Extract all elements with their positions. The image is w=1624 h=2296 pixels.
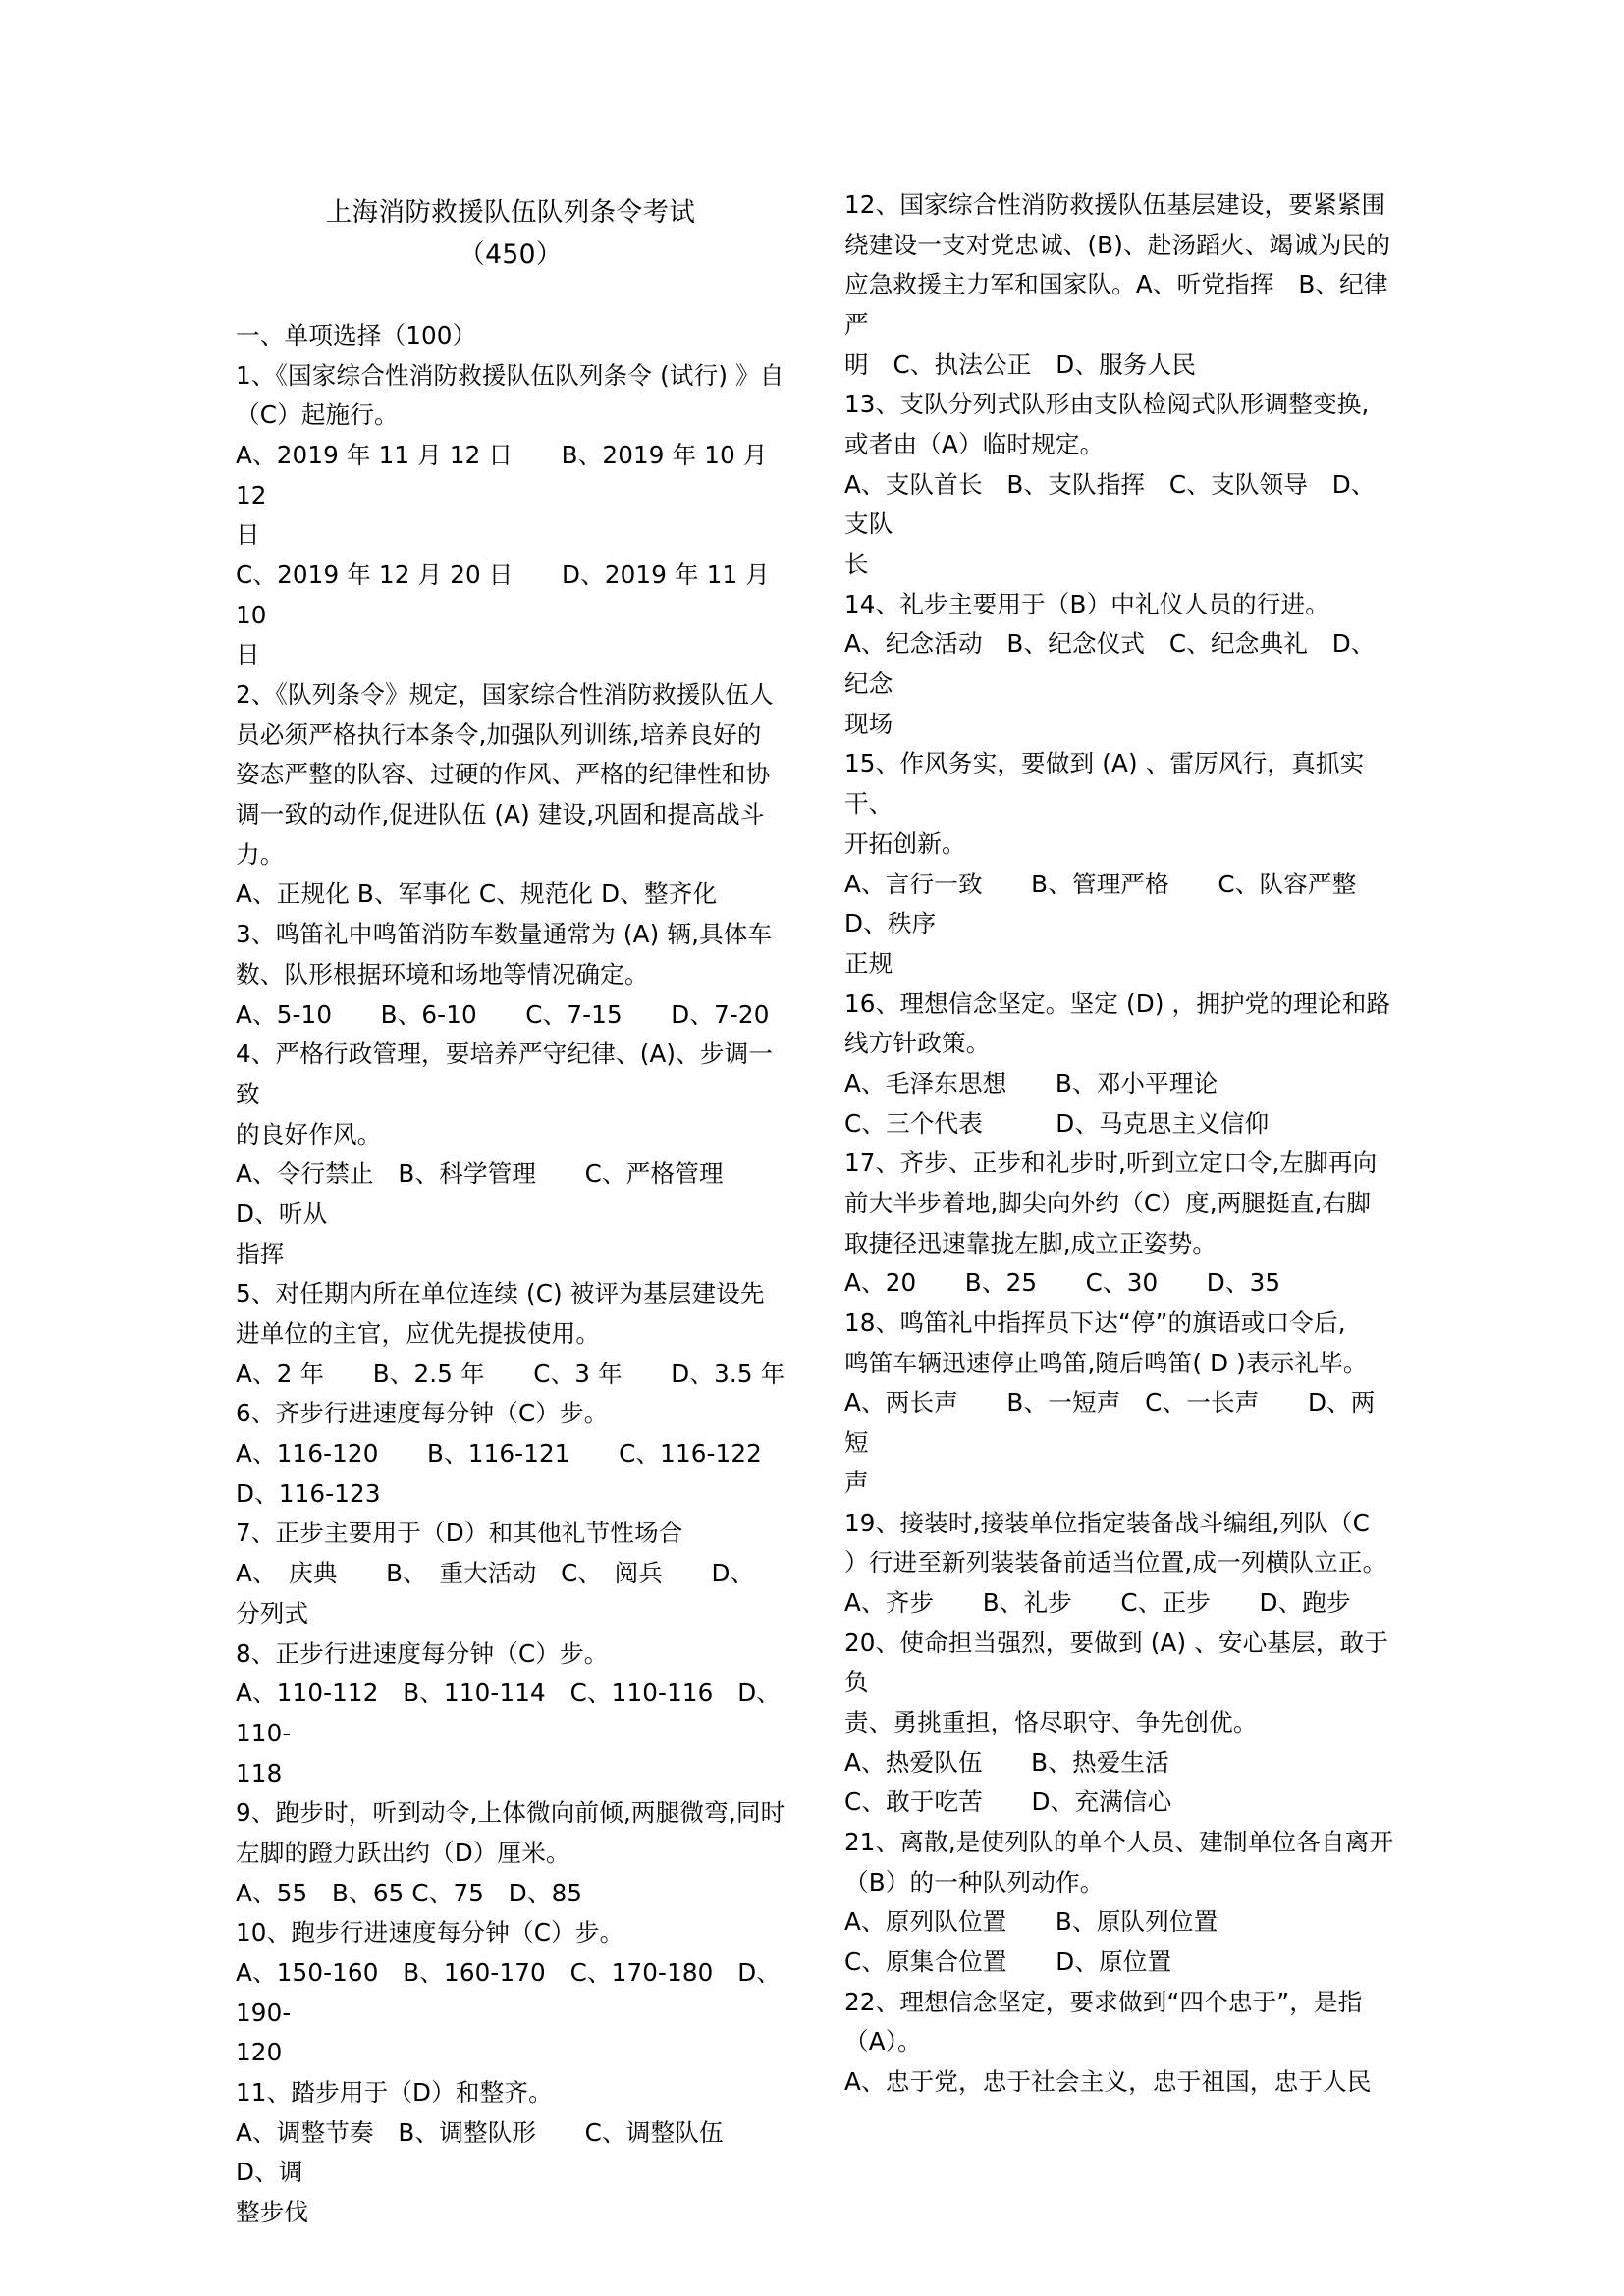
text-line: A、5-10 B、6-10 C、7-15 D、7-20: [236, 999, 770, 1029]
text-line: A、支队首长 B、支队指挥 C、支队领导 D、支队: [844, 469, 1376, 539]
text-line: 7、正步主要用于（D）和其他礼节性场合: [236, 1519, 683, 1548]
text-line: A、2019 年 11 月 12 日 B、2019 年 10 月 12: [236, 440, 776, 509]
text-line: 4、严格行政管理，要培养严守纪律、(A)、步调一致: [236, 1040, 774, 1108]
text-line: 14、礼步主要用于（B）中礼仪人员的行进。: [844, 589, 1330, 618]
text-line: 15、作风务实，要做到 (A) 、雷厉风行，真抓实干、: [844, 749, 1365, 819]
text-line: 12、国家综合性消防救援队伍基层建设，要紧紧围: [844, 189, 1386, 219]
page-subtitle: （450）: [459, 239, 563, 270]
text-line: 姿态严整的队容、过硬的作风、严格的纪律性和协: [236, 760, 771, 789]
text-line: A、调整节奏 B、调整队形 C、调整队伍 D、调: [236, 2117, 773, 2187]
text-line: 明 C、执法公正 D、服务人民: [844, 349, 1197, 379]
text-line: 应急救援主力军和国家队。A、听党指挥 B、纪律严: [844, 270, 1388, 339]
text-line: 120: [236, 2038, 283, 2067]
text-line: 1、《国家综合性消防救援队伍队列条令 (试行) 》自: [236, 360, 785, 390]
text-line: 员必须严格执行本条令,加强队列训练,培养良好的: [236, 720, 762, 749]
text-line: 鸣笛车辆迅速停止鸣笛,随后鸣笛( D )表示礼毕。: [844, 1348, 1368, 1377]
text-line: 5、对任期内所在单位连续 (C) 被评为基层建设先: [236, 1279, 765, 1308]
text-line: C、2019 年 12 月 20 日 D、2019 年 11 月 10: [236, 560, 778, 629]
text-line: 线方针政策。: [844, 1029, 991, 1058]
text-line: 声: [844, 1468, 869, 1497]
text-line: 进单位的主官，应优先提拔使用。: [236, 1319, 601, 1349]
text-line: 正规: [844, 948, 893, 978]
text-line: 日: [236, 640, 260, 669]
text-line: 22、理想信念坚定，要求做到“四个忠于”，是指: [844, 1987, 1363, 2016]
text-line: A、150-160 B、160-170 C、170-180 D、190-: [236, 1958, 782, 2027]
text-line: 长: [844, 550, 869, 579]
text-line: 9、跑步时，听到动令,上体微向前倾,两腿微弯,同时: [236, 1798, 785, 1828]
text-line: A、毛泽东思想 B、邓小平理论: [844, 1068, 1218, 1097]
text-line: 6、齐步行进速度每分钟（C）步。: [236, 1399, 609, 1428]
text-line: 的良好作风。: [236, 1119, 382, 1148]
text-line: 调一致的动作,促进队伍 (A) 建设,巩固和提高战斗: [236, 800, 765, 829]
text-line: A、正规化 B、军事化 C、规范化 D、整齐化: [236, 880, 718, 909]
section-heading-single-choice: 一、单项选择（100）: [236, 320, 477, 349]
page-title: 上海消防救援队伍队列条令考试: [325, 197, 696, 228]
text-line: C、敢于吃苦 D、充满信心: [844, 1788, 1172, 1817]
text-line: 19、接装时,接装单位指定装备战斗编组,列队（C: [844, 1508, 1370, 1537]
text-line: 18、鸣笛礼中指挥员下达“停”的旗语或口令后,: [844, 1308, 1346, 1338]
text-line: （A）。: [844, 2027, 922, 2056]
text-line: 左脚的蹬力跃出约（D）厘米。: [236, 1838, 570, 1867]
text-line: 现场: [844, 709, 893, 738]
text-line: 日: [236, 520, 260, 550]
text-line: D、116-123: [236, 1478, 381, 1508]
text-line: A、言行一致 B、管理严格 C、队容严整 D、秩序: [844, 869, 1365, 938]
text-line: 3、鸣笛礼中鸣笛消防车数量通常为 (A) 辆,具体车: [236, 920, 773, 949]
text-line: 8、正步行进速度每分钟（C）步。: [236, 1638, 609, 1668]
text-line: 13、支队分列式队形由支队检阅式队形调整变换,: [844, 390, 1370, 419]
text-line: 数、队形根据环境和场地等情况确定。: [236, 959, 649, 988]
text-line: 118: [236, 1758, 283, 1788]
document-header: [236, 192, 785, 277]
text-line: 10、跑步行进速度每分钟（C）步。: [236, 1918, 624, 1948]
text-line: 指挥: [236, 1239, 285, 1268]
text-line: A、2 年 B、2.5 年 C、3 年 D、3.5 年: [236, 1359, 785, 1388]
text-line: 17、齐步、正步和礼步时,听到立定口令,左脚再向: [844, 1148, 1378, 1178]
text-line: 或者由（A）临时规定。: [844, 429, 1105, 458]
text-line: 力。: [236, 839, 285, 869]
text-line: A、55 B、65 C、75 D、85: [236, 1878, 583, 1907]
text-line: C、原集合位置 D、原位置: [844, 1948, 1172, 1977]
right-text-column: [844, 186, 1394, 2103]
text-line: 2、《队列条令》规定，国家综合性消防救援队伍人: [236, 680, 774, 710]
text-line: A、两长声 B、一短声 C、一长声 D、两短: [844, 1388, 1376, 1458]
text-line: A、热爱队伍 B、热爱生活: [844, 1747, 1169, 1777]
text-line: （C）起施行。: [236, 400, 399, 430]
text-line: 开拓创新。: [844, 828, 966, 858]
text-line: A、110-112 B、110-114 C、110-116 D、110-: [236, 1679, 782, 1747]
text-line: 11、踏步用于（D）和整齐。: [236, 2078, 553, 2108]
column-top-spacer: [236, 277, 785, 316]
text-line: ）行进至新列装装备前适当位置,成一列横队立正。: [844, 1548, 1387, 1577]
text-line: 取捷径迅速靠拢左脚,成立正姿势。: [844, 1228, 1218, 1257]
text-line: A、令行禁止 B、科学管理 C、严格管理 D、听从: [236, 1159, 773, 1228]
text-line: 16、理想信念坚定。坚定 (D) ，拥护党的理论和路: [844, 988, 1391, 1018]
text-line: A、齐步 B、礼步 C、正步 D、跑步: [844, 1587, 1351, 1617]
text-line: A、116-120 B、116-121 C、116-122: [236, 1439, 762, 1468]
text-line: 整步伐: [236, 2198, 309, 2227]
text-line: 绕建设一支对党忠诚、(B)、赴汤蹈火、竭诚为民的: [844, 230, 1391, 259]
text-line: （B）的一种队列动作。: [844, 1867, 1105, 1896]
text-line: A、 庆典 B、 重大活动 C、 阅兵 D、 分列式: [236, 1559, 767, 1628]
text-line: 前大半步着地,脚尖向外约（C）度,两腿挺直,右脚: [844, 1189, 1372, 1218]
text-line: 21、离散,是使列队的单个人员、建制单位各自离开: [844, 1828, 1394, 1857]
text-line: A、纪念活动 B、纪念仪式 C、纪念典礼 D、纪念: [844, 629, 1376, 699]
left-text-column: [236, 277, 785, 2233]
text-line: C、三个代表 D、马克思主义信仰: [844, 1108, 1270, 1138]
page-content: [236, 189, 1394, 2233]
text-line: A、20 B、25 C、30 D、35: [844, 1268, 1281, 1298]
text-line: 责、勇挑重担，恪尽职守、争先创优。: [844, 1707, 1258, 1736]
text-line: 20、使命担当强烈，要做到 (A) 、安心基层，敢于负: [844, 1628, 1389, 1697]
text-line: A、忠于党，忠于社会主义，忠于祖国，忠于人民: [844, 2067, 1372, 2097]
text-line: A、原列队位置 B、原队列位置: [844, 1907, 1218, 1937]
